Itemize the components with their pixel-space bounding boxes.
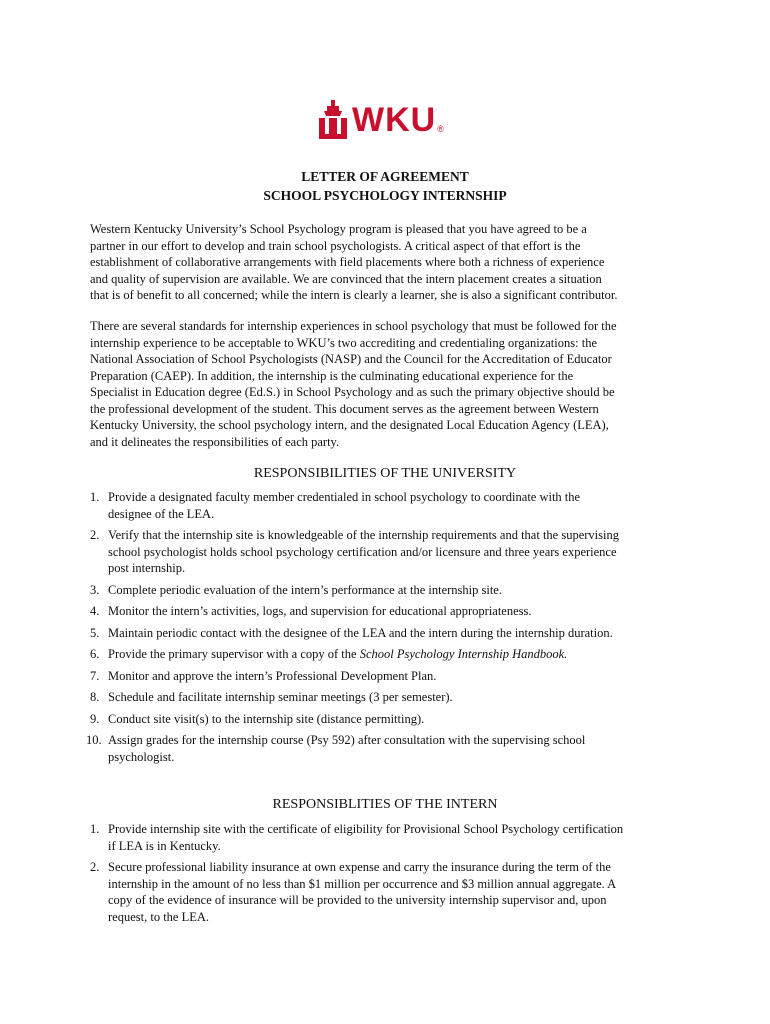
- intro-paragraph-2: [90, 318, 690, 450]
- list-item-number: 2.: [90, 528, 100, 542]
- list-item-number: 8.: [90, 690, 100, 704]
- intern-heading: RESPONSIBLITIES OF THE INTERN: [272, 797, 498, 812]
- list-item-text: Verify that the internship site is knowledgeable of the internship requirements and that the supervising: [108, 528, 619, 542]
- list-item-text: Maintain periodic contact with the designee of the LEA and the intern during the internship duration.: [108, 625, 613, 640]
- paragraph-line: internship experience to be acceptable to WKU’s two accrediting and credentialing organizations: the: [90, 335, 597, 350]
- list-item: [86, 732, 690, 765]
- list-item-text: Schedule and facilitate internship seminar meetings (3 per semester).: [108, 690, 453, 704]
- list-item: [90, 668, 690, 685]
- paragraph-line: and it delineates the responsibilities of each party.: [90, 434, 340, 449]
- list-item-number: 5.: [90, 625, 100, 640]
- list-item-text: internship in the amount of no less than $1 million per occurrence and $3 million annual aggregate. A: [108, 876, 617, 891]
- list-item: [90, 646, 690, 663]
- list-item-text: Assign grades for the internship course (Psy 592) after consultation with the supervising school: [108, 733, 586, 747]
- paragraph-line: that is of benefit to all concerned; while the intern is clearly a learner, she is also a significant contributor.: [90, 288, 618, 302]
- paragraph-line: There are several standards for internship experiences in school psychology that must be followed for the: [90, 319, 617, 333]
- intern-responsibilities-list: [90, 821, 690, 930]
- list-item-text: if LEA is in Kentucky.: [108, 838, 221, 853]
- list-item-number: 9.: [90, 711, 100, 726]
- list-item: [90, 582, 690, 599]
- paragraph-line: Specialist in Education degree (Ed.S.) in School Psychology and as such the primary objective should be: [90, 385, 615, 399]
- paragraph-line: Preparation (CAEP). In addition, the internship is the culminating educational experience for the: [90, 368, 574, 383]
- wku-logo: [318, 98, 444, 142]
- paragraph-line: Kentucky University, the school psychology intern, and the designated Local Education Agency (LEA),: [90, 418, 609, 432]
- cupola-icon: [318, 100, 348, 140]
- list-item-number: 10.: [86, 733, 102, 747]
- list-item-number: 2.: [90, 860, 100, 874]
- university-heading: RESPONSIBILITIES OF THE UNIVERSITY: [253, 466, 517, 481]
- list-item-text: Monitor and approve the intern’s Professional Development Plan.: [108, 668, 437, 683]
- list-item-number: 6.: [90, 647, 100, 661]
- list-item-number: 7.: [90, 668, 100, 683]
- list-item: [90, 489, 690, 522]
- title-line-1: LETTER OF AGREEMENT: [301, 169, 469, 184]
- list-item: [90, 625, 690, 642]
- list-item: [90, 689, 690, 706]
- list-item-text: Provide a designated faculty member credentialed in school psychology to coordinate with the: [108, 490, 581, 504]
- list-item-text: designee of the LEA.: [108, 506, 215, 521]
- document-title: [0, 167, 770, 205]
- list-item-text: post internship.: [108, 561, 186, 575]
- list-item-text: Complete periodic evaluation of the intern’s performance at the internship site.: [108, 582, 502, 597]
- logo-wordmark: WKU: [352, 101, 437, 139]
- list-item: [90, 711, 690, 728]
- university-responsibilities-list: [86, 489, 690, 770]
- list-item-text: Monitor the intern’s activities, logs, and supervision for educational appropriateness.: [108, 604, 532, 618]
- list-item: [90, 527, 690, 577]
- list-item: [90, 859, 690, 925]
- list-item-text: psychologist.: [108, 749, 175, 764]
- list-item: [90, 603, 690, 620]
- list-item: [90, 821, 690, 854]
- registered-mark: ®: [437, 124, 444, 134]
- list-item-text: copy of the evidence of insurance will be provided to the university internship supervisor and, upon: [108, 893, 607, 907]
- list-item-text: school psychologist holds school psychology certification and/or licensure and three years experience: [108, 544, 617, 559]
- list-item-number: 1.: [90, 822, 100, 836]
- list-item-number: 1.: [90, 490, 100, 504]
- list-item-text: Provide internship site with the certificate of eligibility for Provisional School Psychology certification: [108, 822, 624, 836]
- paragraph-line: Western Kentucky University’s School Psychology program is pleased that you have agreed to be a: [90, 222, 587, 236]
- intro-paragraph-1: [90, 221, 690, 304]
- list-item-number: 4.: [90, 604, 100, 618]
- handbook-title: School Psychology Internship Handbook.: [359, 647, 568, 661]
- paragraph-line: establishment of collaborative arrangements with field placements where both a richness of experience: [90, 255, 605, 269]
- list-item-text: [108, 646, 690, 663]
- paragraph-line: the professional development of the student. This document serves as the agreement between Western: [90, 401, 599, 416]
- list-item-text: request, to the LEA.: [108, 909, 210, 924]
- list-item-text: Secure professional liability insurance at own expense and carry the insurance during the term of the: [108, 860, 611, 874]
- list-item-number: 3.: [90, 582, 100, 597]
- paragraph-line: partner in our effort to develop and train school psychologists. A critical aspect of that effort is the: [90, 238, 581, 253]
- title-line-2: SCHOOL PSYCHOLOGY INTERNSHIP: [263, 188, 507, 203]
- list-item-text-prefix: Provide the primary supervisor with a copy of the: [108, 647, 360, 661]
- paragraph-line: and quality of supervision are available. We are convinced that the intern placement creates a situation: [90, 271, 602, 286]
- paragraph-line: National Association of School Psychologists (NASP) and the Council for the Accreditation of Educator: [90, 352, 612, 366]
- list-item-text: Conduct site visit(s) to the internship site (distance permitting).: [108, 711, 425, 726]
